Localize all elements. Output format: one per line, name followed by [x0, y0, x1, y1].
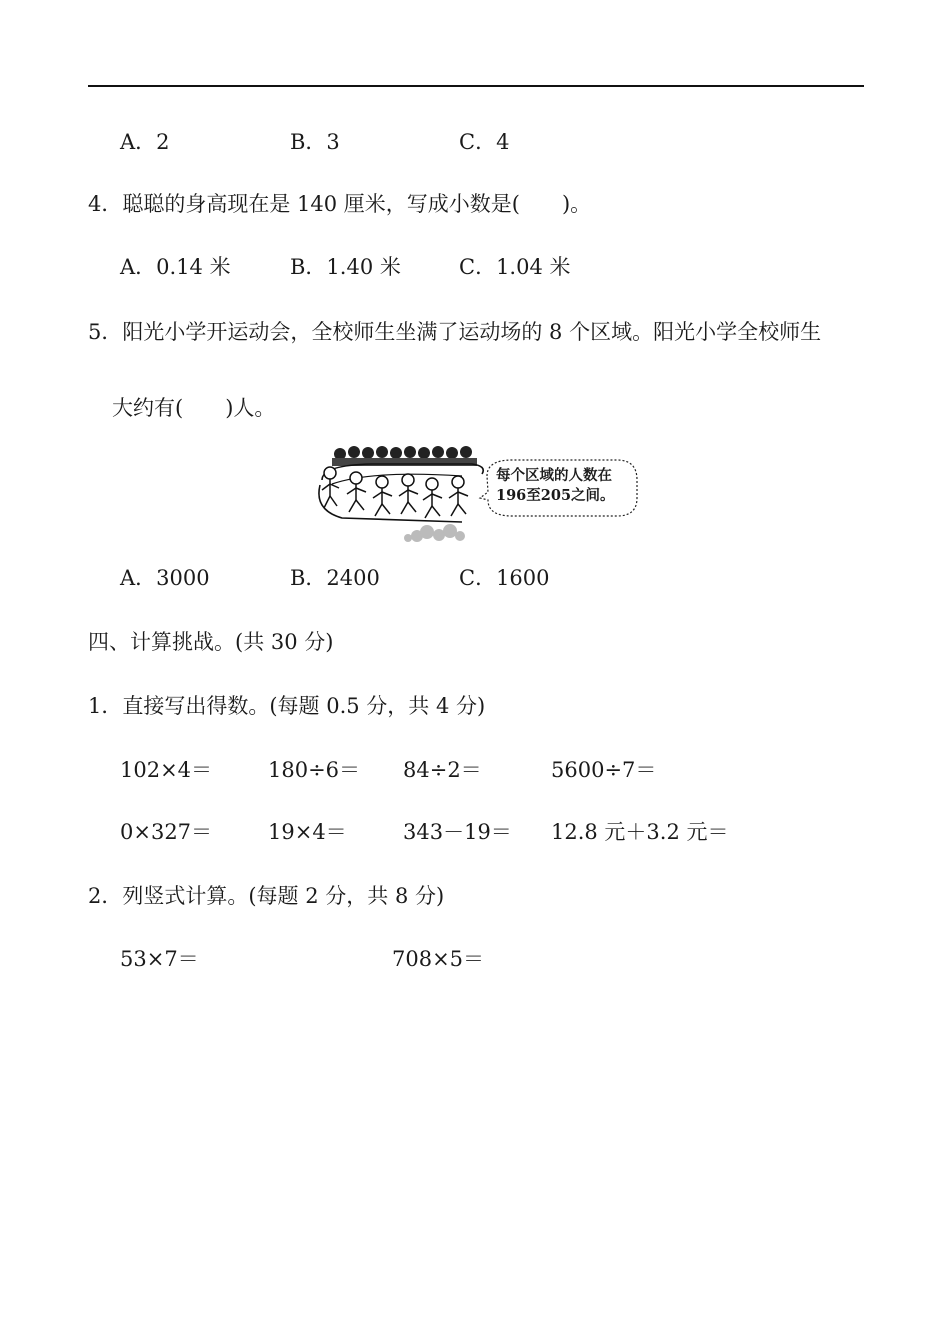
calc-item: 12.8 元＋3.2 元＝ — [551, 820, 729, 844]
vertical-calc-item: 708×5＝ — [392, 947, 485, 971]
calc-item: 19×4＝ — [268, 820, 347, 844]
calc-item: 84÷2＝ — [403, 758, 482, 782]
spectators-row — [334, 446, 472, 460]
q4-option-a[interactable]: A．0.14 米 — [120, 255, 231, 279]
q4-stem: 4．聪聪的身高现在是 140 厘米，写成小数是( )。 — [88, 192, 592, 216]
q5-stem-line1: 5．阳光小学开运动会，全校师生坐满了运动场的 8 个区域。阳光小学全校师生 — [88, 320, 822, 344]
s4-q1-stem: 1．直接写出得数。(每题 0.5 分，共 4 分) — [88, 694, 486, 718]
q3-option-a[interactable]: A．2 — [120, 130, 170, 154]
calc-item: 180÷6＝ — [268, 758, 361, 782]
s4-q2-stem: 2．列竖式计算。(每题 2 分，共 8 分) — [88, 884, 445, 908]
q5-option-a[interactable]: A．3000 — [120, 566, 210, 590]
q4-option-c[interactable]: C．1.04 米 — [459, 255, 571, 279]
q3-option-b[interactable]: B．3 — [290, 130, 340, 154]
q5-option-b[interactable]: B．2400 — [290, 566, 380, 590]
dust-cloud — [404, 524, 465, 542]
vertical-calc-item: 53×7＝ — [120, 947, 199, 971]
q4-option-b[interactable]: B．1.40 米 — [290, 255, 401, 279]
calc-item: 102×4＝ — [120, 758, 213, 782]
calc-item: 343－19＝ — [403, 820, 512, 844]
calc-item: 5600÷7＝ — [551, 758, 657, 782]
header-rule — [88, 85, 864, 87]
q3-option-c[interactable]: C．4 — [459, 130, 510, 154]
q5-stem-line2: 大约有( )人。 — [112, 396, 276, 420]
section4-title: 四、计算挑战。(共 30 分) — [88, 630, 334, 654]
calc-item: 0×327＝ — [120, 820, 213, 844]
q5-option-c[interactable]: C．1600 — [459, 566, 550, 590]
speech-bubble-text: 每个区域的人数在 196至205之间。 — [496, 467, 615, 504]
